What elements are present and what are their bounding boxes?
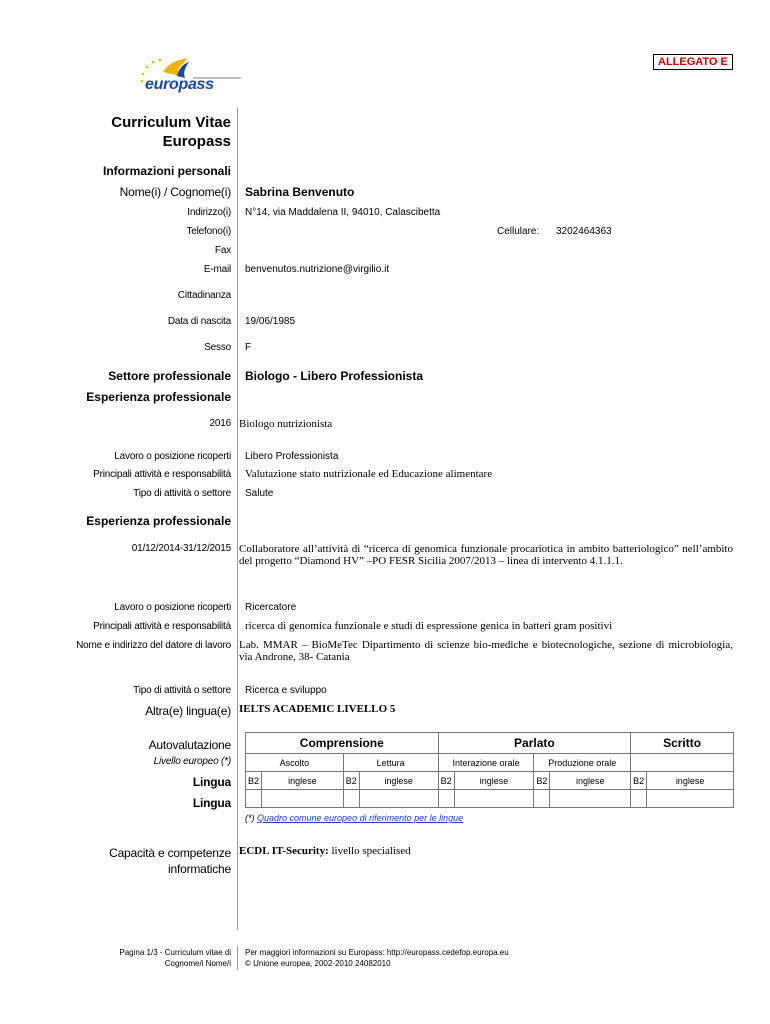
address-value: N°14, via Maddalena II, 94010, Calascibetta [245,207,441,218]
computer-skills-value [239,845,411,857]
level-cell [438,790,454,808]
experience1-position-label: Lavoro o posizione ricoperti [114,451,231,462]
citizenship-label: Cittadinanza [177,290,231,301]
experience1-title: Biologo nutrizionista [239,418,333,430]
level-cell: B2 [343,772,359,790]
subheader-lettura: Lettura [343,754,438,772]
experience1-heading: Esperienza professionale [86,390,231,404]
level-cell [343,790,359,808]
level-cell [534,790,550,808]
footer-info: Per maggiori informazioni su Europass: http://europass.cedefop.europa.eu [245,948,509,957]
footer-left [119,947,231,969]
email-value: benvenutos.nutrizione@virgilio.it [245,264,390,275]
experience2-position-label: Lavoro o posizione ricoperti [114,602,231,613]
experience2-position-value: Ricercatore [245,602,297,613]
footer-copyright: © Unione europea, 2002-2010 24082010 [245,959,391,968]
personal-info-heading: Informazioni personali [102,164,231,178]
footer-divider [237,946,238,970]
language-row1 [246,772,734,790]
sex-label: Sesso [204,342,231,353]
footer-right [245,947,509,969]
experience2-heading: Esperienza professionale [86,514,231,528]
cefr-link[interactable]: Quadro comune europeo di riferimento per le lingue [257,813,464,823]
desc-cell [550,790,631,808]
experience1-position-value: Libero Professionista [245,451,339,462]
header-parlato: Parlato [438,733,631,754]
europass-logo [133,52,243,96]
mobile-value: 3202464363 [556,226,612,237]
level-cell [631,790,647,808]
subheader-interazione: Interazione orale [438,754,534,772]
experience2-employer-label: Nome e indirizzo del datore di lavoro [76,640,231,651]
desc-cell [359,790,438,808]
experience2-employer-value: Lab. MMAR – BioMeTec Dipartimento di scienze bio-mediche e biotecnologiche, sezione di microbiologia, via Androne, 38- Catania [239,639,733,663]
level-cell: B2 [631,772,647,790]
header-scritto: Scritto [631,733,734,754]
computer-skills-label [109,845,231,877]
phone-label: Telefono(i) [186,226,231,237]
experience1-activities-value: Valutazione stato nutrizionale ed Educazione alimentare [245,468,493,480]
language-row1-label: Lingua [192,775,231,789]
experience1-activities-label: Principali attività e responsabilità [93,469,231,480]
desc-cell: inglese [550,772,631,790]
allegato-badge: ALLEGATO E [653,54,733,70]
desc-cell [261,790,343,808]
address-label: Indirizzo(i) [187,207,231,218]
experience2-date: 01/12/2014-31/12/2015 [131,543,231,554]
cv-title [111,113,231,151]
cefr-footnote [245,813,463,823]
cv-title-line2: Europass [162,133,231,150]
european-level-label: Livello europeo (*) [153,756,231,767]
other-languages-label: Altra(e) lingua(e) [145,704,231,718]
name-value: Sabrina Benvenuto [245,185,355,199]
desc-cell: inglese [359,772,438,790]
mobile-label: Cellulare: [497,226,540,237]
cefr-footnote-prefix: (*) [245,813,257,823]
fax-label: Fax [214,245,231,256]
level-cell: B2 [438,772,454,790]
europass-logo-text: europass [145,76,214,93]
computer-skills-level: livello specialised [328,845,411,857]
experience2-activities-value: ricerca di genomica funzionale e studi di espressione genica in batteri gram positivi [245,620,613,632]
level-cell: B2 [534,772,550,790]
name-label: Nome(i) / Cognome(i) [119,185,231,199]
experience2-type-label: Tipo di attività o settore [133,685,231,696]
experience1-type-value: Salute [245,488,274,499]
desc-cell: inglese [454,772,534,790]
experience2-activities-label: Principali attività e responsabilità [93,621,231,632]
birth-value: 19/06/1985 [245,316,296,327]
email-label: E-mail [203,264,231,275]
experience2-description: Collaboratore all’attività di “ricerca di genomica funzionale procariotica in ambito batteriologico” nell’ambito del progetto “Diamond HV” –PO FESR Sicilia 2007/2013 – linea di intervento 4.1.1.1. [239,543,733,567]
subheader-ascolto: Ascolto [246,754,344,772]
birth-label: Data di nascita [167,316,231,327]
cv-title-line1: Curriculum Vitae [111,114,231,131]
language-row2-label: Lingua [192,796,231,810]
desc-cell: inglese [647,772,734,790]
computer-skills-label-line1: Capacità e competenze [109,846,231,860]
subheader-scritto [631,754,734,772]
footer-page: Pagina 1/3 - Curriculum vitae di [119,948,231,957]
header-comprensione: Comprensione [246,733,439,754]
computer-skills-label-line2: informatiche [168,862,231,876]
self-assessment-label: Autovalutazione [148,738,231,752]
column-divider [237,108,238,930]
sex-value: F [245,342,252,353]
desc-cell [647,790,734,808]
desc-cell: inglese [261,772,343,790]
desc-cell [454,790,534,808]
computer-skills-ecdl: ECDL IT-Security: [239,845,329,857]
footer-name: Cognome/i Nome/i [164,959,231,968]
language-row2 [246,790,734,808]
other-languages-value: IELTS ACADEMIC LIVELLO 5 [239,703,396,715]
subheader-produzione: Produzione orale [534,754,631,772]
level-cell: B2 [246,772,262,790]
experience1-type-label: Tipo di attività o settore [133,488,231,499]
language-grid [245,732,734,808]
sector-value: Biologo - Libero Professionista [245,369,424,383]
experience1-date: 2016 [209,418,231,429]
sector-label: Settore professionale [108,369,231,383]
level-cell [246,790,262,808]
experience2-type-value: Ricerca e sviluppo [245,685,327,696]
